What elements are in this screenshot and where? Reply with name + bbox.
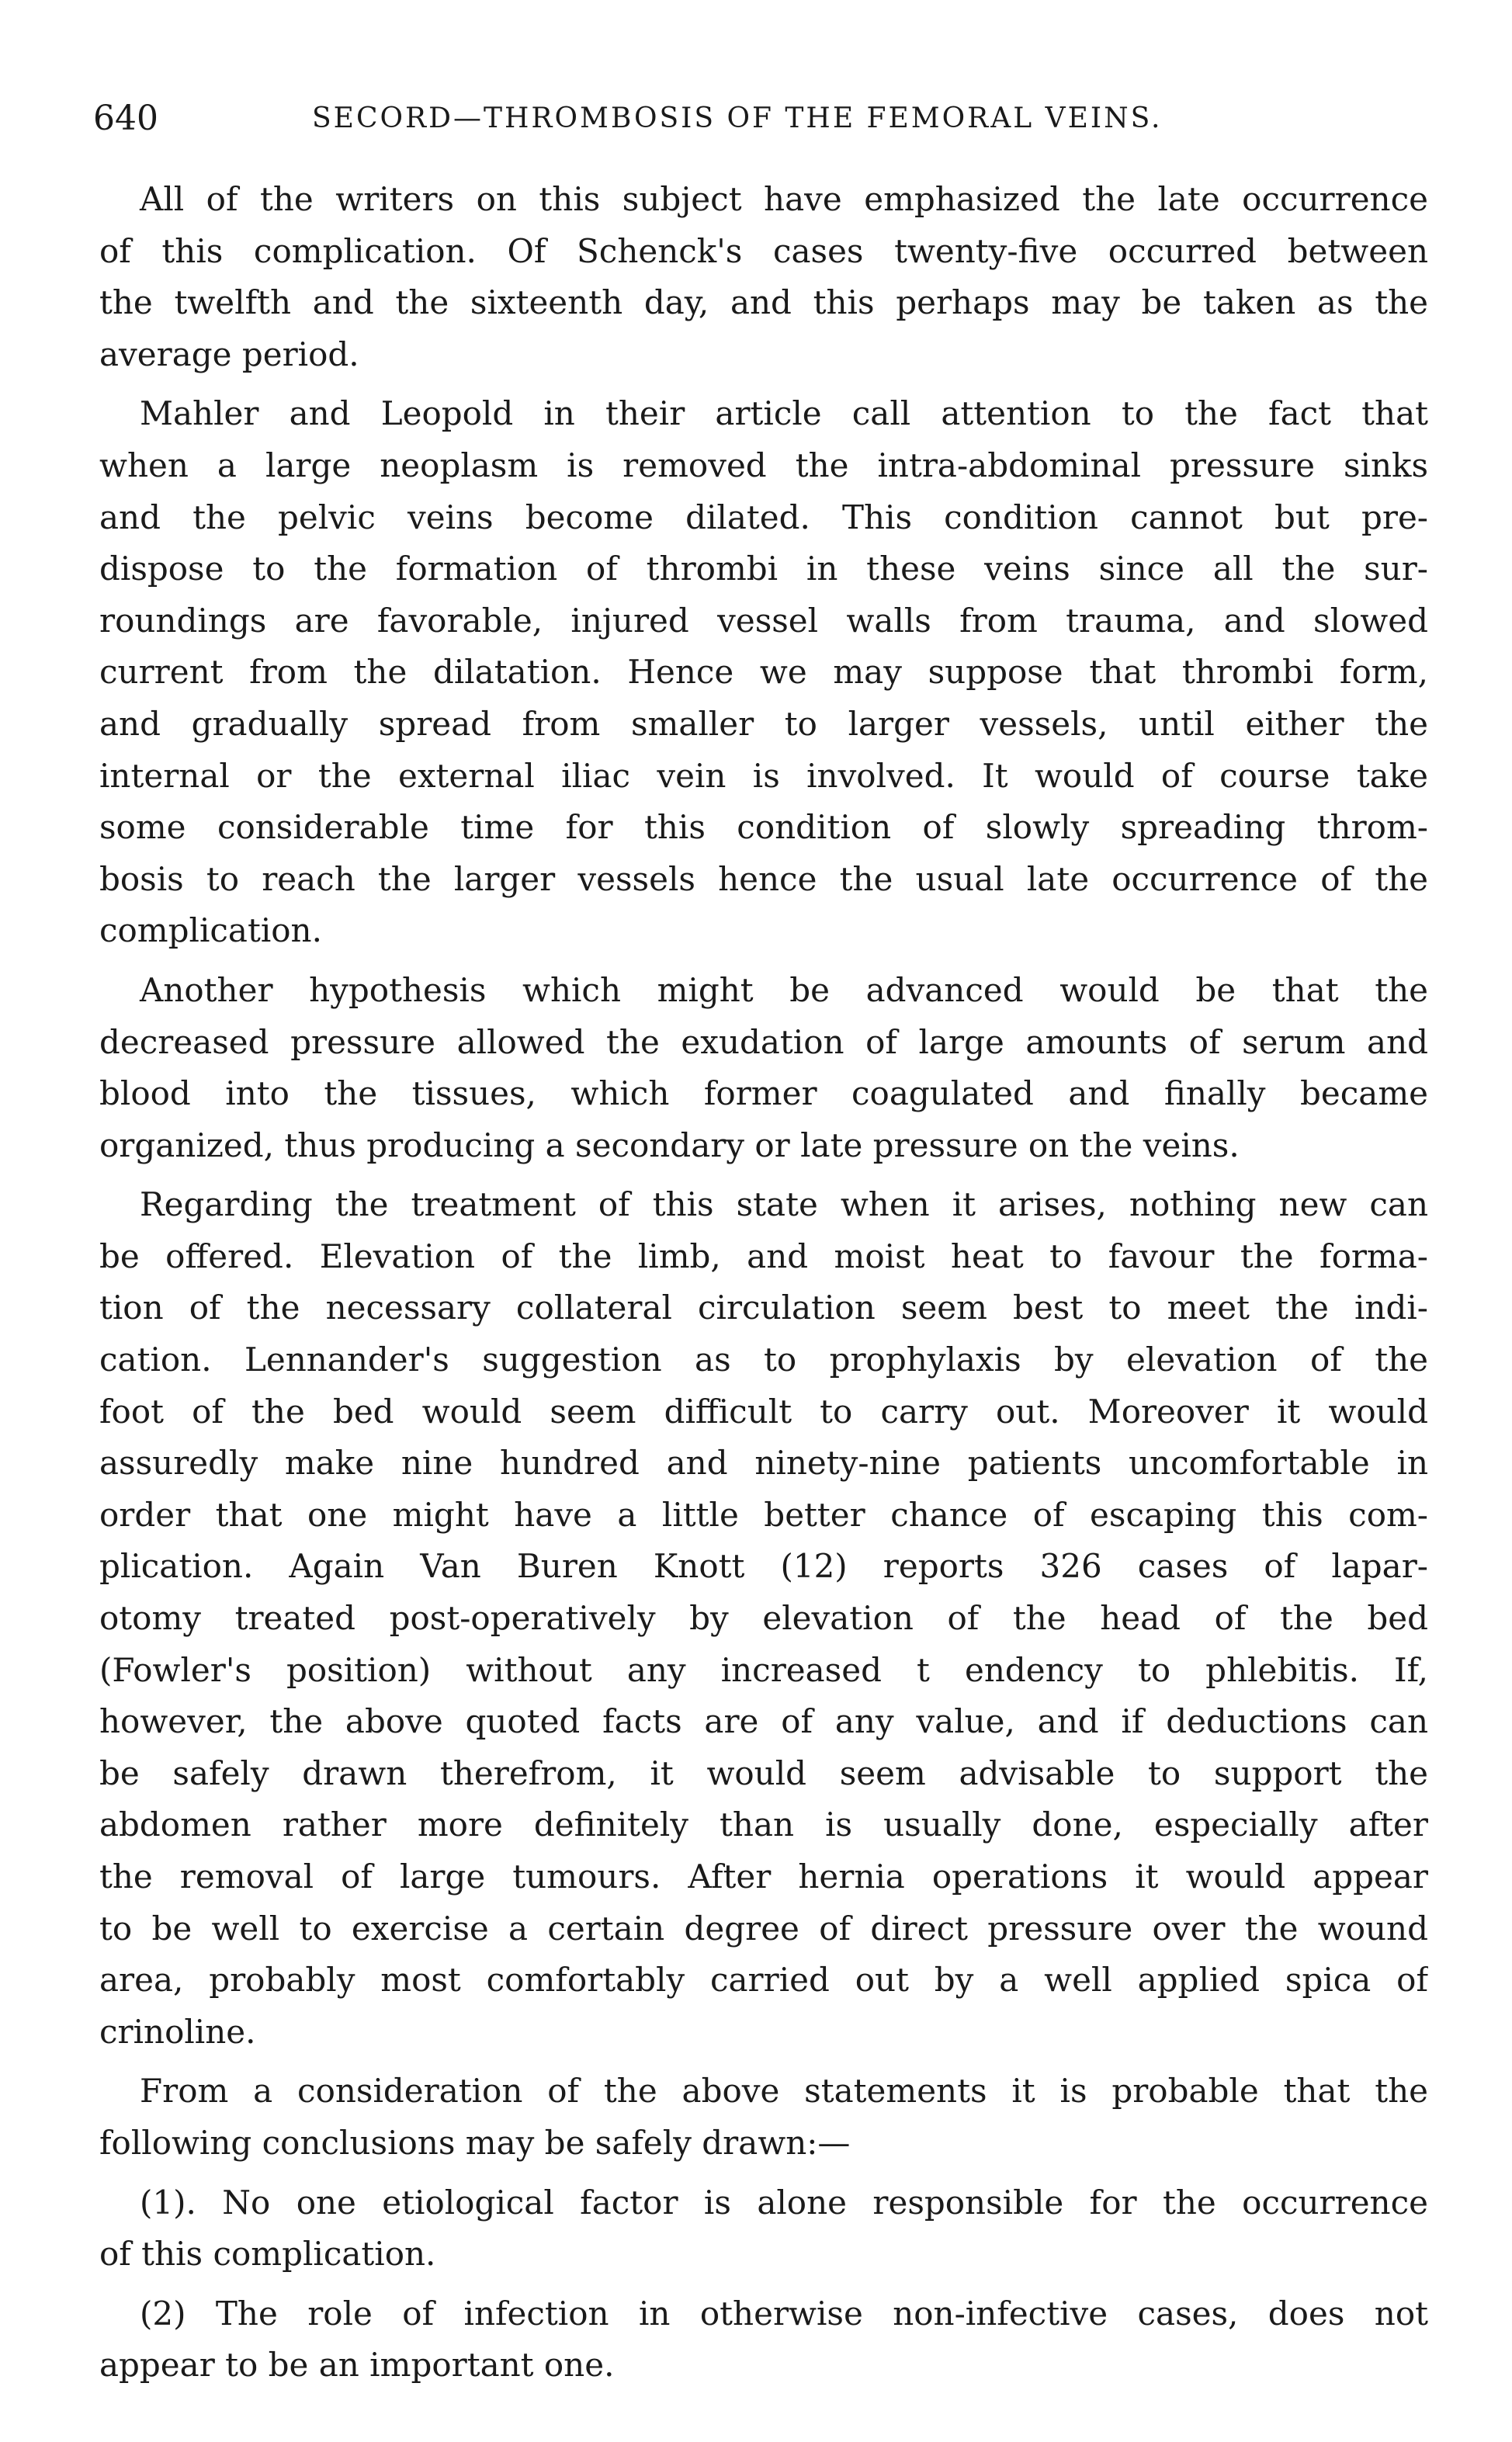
paragraph: [99, 2177, 1428, 2281]
text-line: following conclusions may be safely drawn:—: [99, 2123, 851, 2162]
text-line: to be well to exercise a certain degree of direct pressure over the wound: [99, 1909, 1428, 1948]
text-line: All of the writers on this subject have emphasized the late occurrence: [140, 180, 1428, 218]
text-line: some considerable time for this condition of slowly spreading throm-: [99, 808, 1428, 847]
text-line: otomy treated post-operatively by elevation of the head of the bed: [99, 1599, 1428, 1638]
text-line: average period.: [99, 335, 359, 373]
text-line: internal or the external iliac vein is involved. It would of course take: [99, 756, 1428, 795]
text-line: the twelfth and the sixteenth day, and this perhaps may be taken as the: [99, 283, 1428, 322]
text-line: complication.: [99, 911, 322, 950]
text-line: foot of the bed would seem difficult to carry out. Moreover it would: [99, 1392, 1428, 1431]
text-line: Another hypothesis which might be advanced would be that the: [140, 970, 1428, 1009]
text-line: Regarding the treatment of this state when it arises, nothing new can: [140, 1185, 1428, 1224]
text-line: tion of the necessary collateral circulation seem best to meet the indi-: [99, 1289, 1428, 1327]
text-line: Mahler and Leopold in their article call attention to the fact that: [140, 394, 1428, 433]
paragraph: [99, 174, 1428, 380]
text-line: blood into the tissues, which former coagulated and finally became: [99, 1074, 1428, 1113]
text-line: plication. Again Van Buren Knott (12) reports 326 cases of lapar-: [99, 1547, 1428, 1586]
text-line: however, the above quoted facts are of any value, and if deductions can: [99, 1702, 1428, 1741]
text-line: of this complication.: [99, 2235, 436, 2274]
text-line: of this complication. Of Schenck's cases twenty-five occurred between: [99, 231, 1428, 270]
text-line: be offered. Elevation of the limb, and moist heat to favour the forma-: [99, 1237, 1428, 1275]
page-number: 640: [93, 99, 158, 138]
running-head: SECORD—THROMBOSIS OF THE FEMORAL VEINS.: [312, 102, 1163, 134]
text-line: area, probably most comfortably carried out by a well applied spica of: [99, 1961, 1428, 2000]
text-line: assuredly make nine hundred and ninety-nine patients uncomfortable in: [99, 1444, 1428, 1483]
paragraph: [99, 2288, 1428, 2392]
text-line: From a consideration of the above statements it is probable that the: [140, 2072, 1428, 2111]
text-line: when a large neoplasm is removed the intra-abdominal pressure sinks: [99, 446, 1428, 484]
text-line: and the pelvic veins become dilated. This condition cannot but pre-: [99, 498, 1428, 536]
text-line: (2) The role of infection in otherwise non-infective cases, does not: [140, 2294, 1428, 2333]
text-line: current from the dilatation. Hence we may suppose that thrombi form,: [99, 653, 1428, 692]
paragraph: [99, 965, 1428, 1171]
text-line: crinoline.: [99, 2012, 256, 2051]
paragraph: [99, 2066, 1428, 2169]
text-line: be safely drawn therefrom, it would seem advisable to support the: [99, 1753, 1428, 1792]
text-line: and gradually spread from smaller to larger vessels, until either the: [99, 704, 1428, 743]
text-line: abdomen rather more definitely than is usually done, especially after: [99, 1805, 1428, 1844]
text-line: (Fowler's position) without any increased t endency to phlebitis. If,: [99, 1650, 1428, 1689]
paragraph: [99, 1179, 1428, 2058]
text-line: (1). No one etiological factor is alone responsible for the occurrence: [140, 2183, 1428, 2222]
body-text: [99, 174, 1428, 2399]
text-line: decreased pressure allowed the exudation of large amounts of serum and: [99, 1022, 1428, 1061]
text-line: order that one might have a little better chance of escaping this com-: [99, 1495, 1428, 1534]
text-line: the removal of large tumours. After hernia operations it would appear: [99, 1858, 1428, 1896]
text-line: bosis to reach the larger vessels hence the usual late occurrence of the: [99, 859, 1428, 898]
text-line: roundings are favorable, injured vessel walls from trauma, and slowed: [99, 601, 1428, 640]
paragraph: [99, 388, 1428, 957]
page-header: [93, 92, 1428, 146]
text-line: dispose to the formation of thrombi in these veins since all the sur-: [99, 550, 1428, 588]
text-line: appear to be an important one.: [99, 2346, 615, 2385]
text-line: organized, thus producing a secondary or late pressure on the veins.: [99, 1126, 1240, 1164]
text-line: cation. Lennander's suggestion as to prophylaxis by elevation of the: [99, 1341, 1428, 1379]
